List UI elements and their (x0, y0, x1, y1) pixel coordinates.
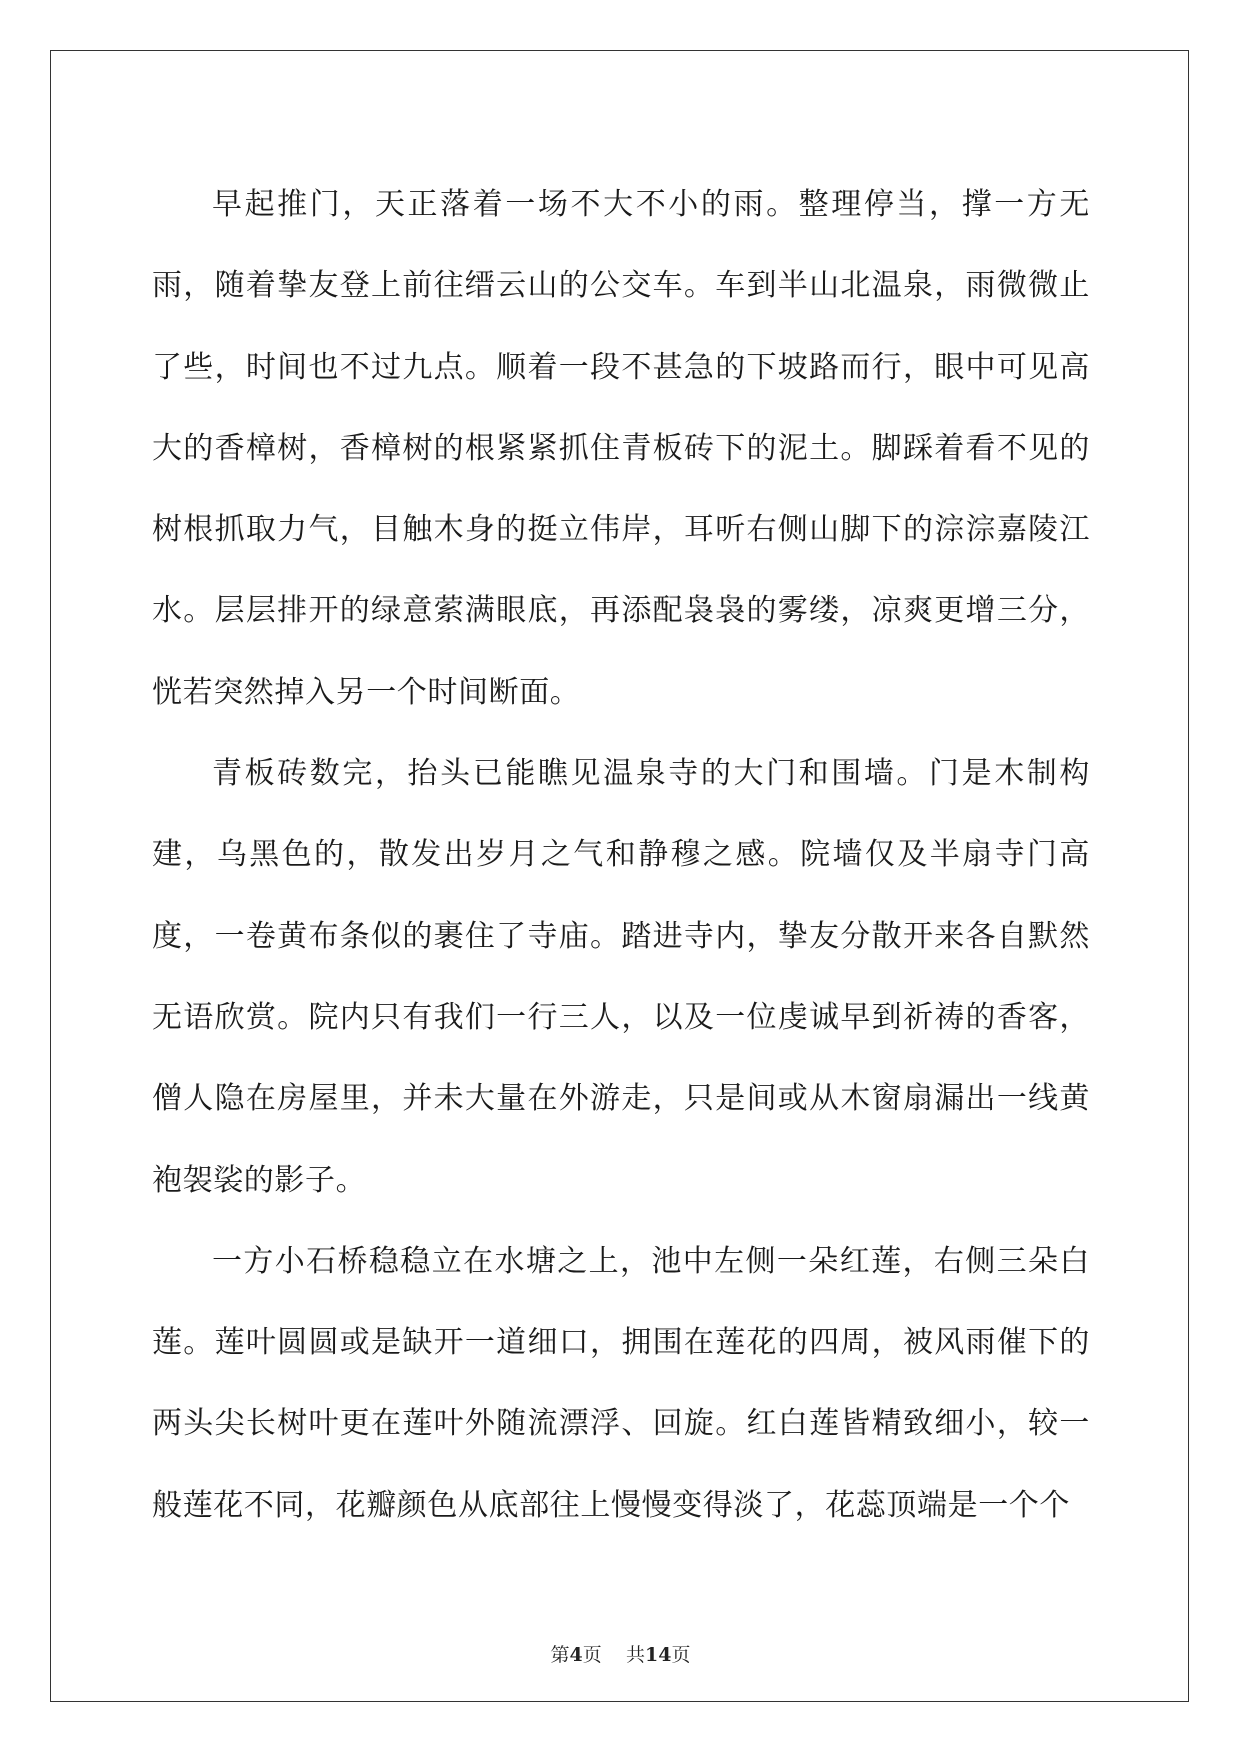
paragraph-2: 青板砖数完，抬头已能瞧见温泉寺的大门和围墙。门是木制构建，乌黑色的，散发出岁月之气和静穆之感。院墙仅及半扇寺门高度，一卷黄布条似的裹住了寺庙。踏进寺内，挚友分散开来各自默然无语欣赏。院内只有我们一行三人，以及一位虔诚早到祈祷的香客，僧人隐在房屋里，并未大量在外游走，只是间或从木窗扇漏出一线黄袍袈裟的影子。 (152, 756, 1090, 1198)
current-page-number: 4 (569, 1644, 583, 1666)
document-body (152, 164, 1090, 1546)
footer-total-suffix: 页 (671, 1644, 691, 1666)
footer-total-prefix: 共 (625, 1644, 645, 1666)
page-footer (0, 1640, 1241, 1667)
paragraph-1: 早起推门，天正落着一场不大不小的雨。整理停当，撑一方无雨，随着挚友登上前往缙云山的公交车。车到半山北温泉，雨微微止了些，时间也不过九点。顺着一段不甚急的下坡路而行，眼中可见高大的香樟树，香樟树的根紧紧抓住青板砖下的泥土。脚踩着看不见的树根抓取力气，目触木身的挺立伟岸，耳听右侧山脚下的淙淙嘉陵江水。层层排开的绿意萦满眼底，再添配袅袅的雾缕，凉爽更增三分，恍若突然掉入另一个时间断面。 (152, 187, 1090, 710)
footer-page-suffix: 页 (582, 1644, 602, 1666)
paragraph-3: 一方小石桥稳稳立在水塘之上，池中左侧一朵红莲，右侧三朵白莲。莲叶圆圆或是缺开一道细口，拥围在莲花的四周，被风雨催下的两头尖长树叶更在莲叶外随流漂浮、回旋。红白莲皆精致细小，较一般莲花不同，花瓣颜色从底部往上慢慢变得淡了，花蕊顶端是一个个 (152, 1243, 1090, 1523)
total-pages-number: 14 (644, 1644, 672, 1666)
footer-prefix: 第 (550, 1644, 570, 1666)
